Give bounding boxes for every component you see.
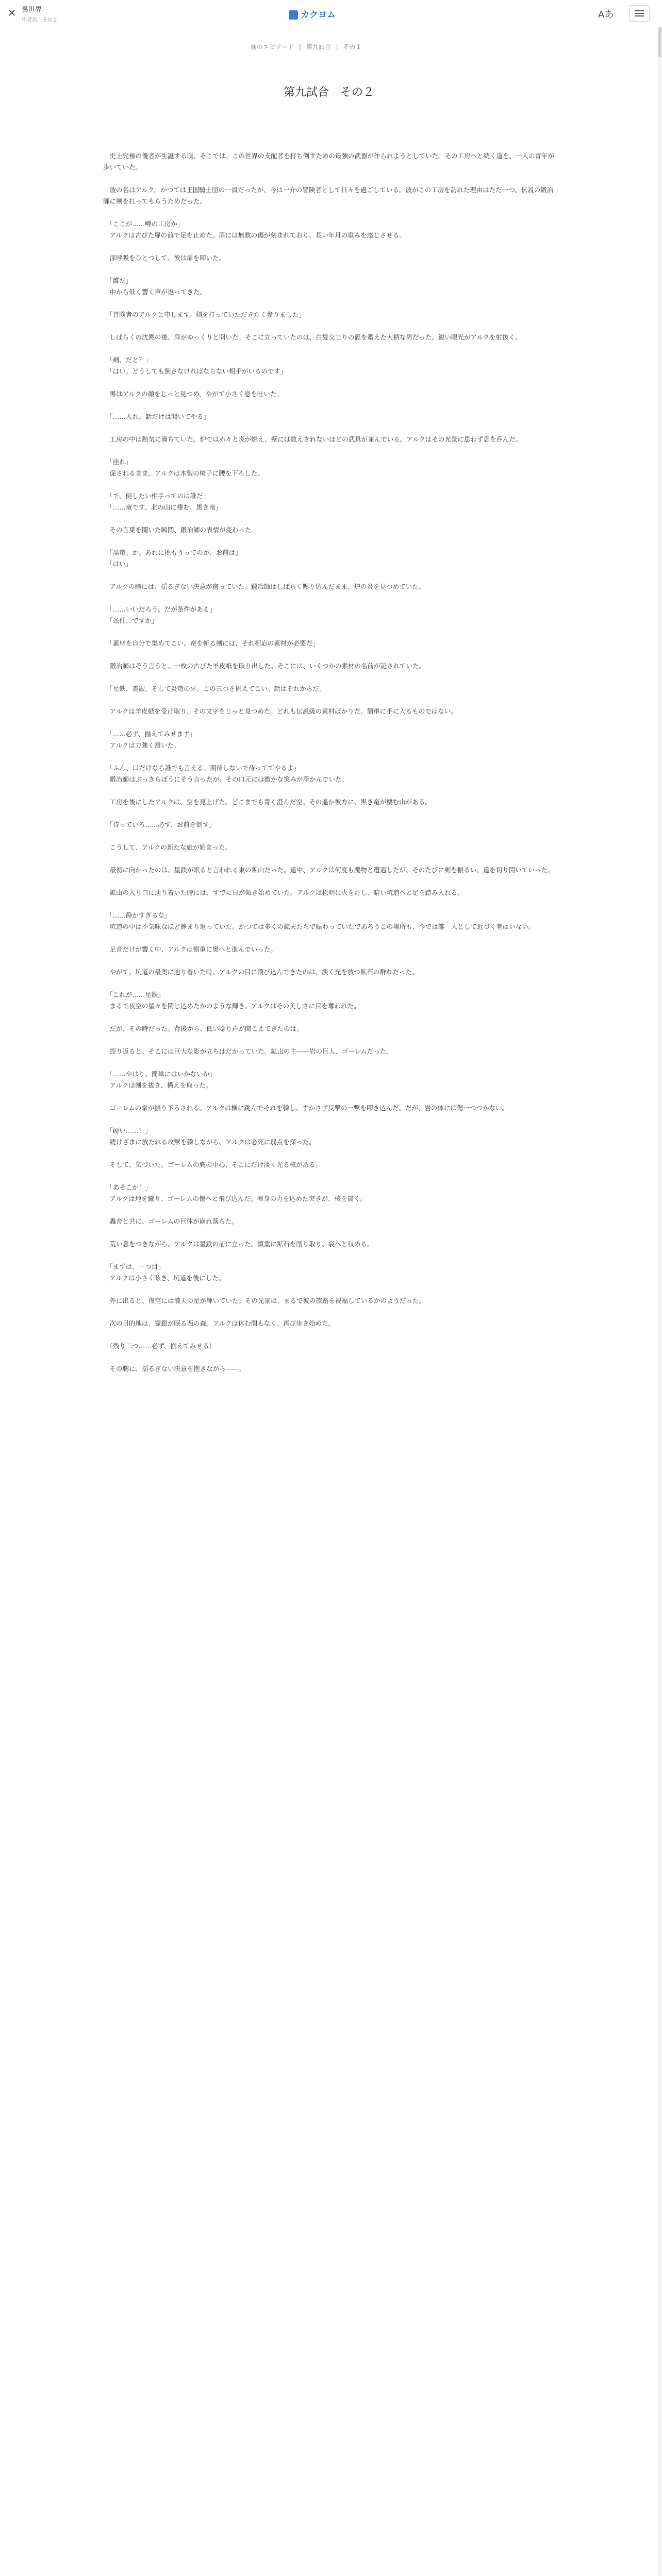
body-paragraph: アルクは羊皮紙を受け取り、その文字をじっと見つめた。どれも伝説級の素材ばかりだ。簡単に手に入るものではない。 <box>103 707 457 715</box>
body-paragraph: 次の目的地は、霊銀が眠る西の森。アルクは休む間もなく、再び歩き始めた。 <box>103 1319 335 1327</box>
body-paragraph: こうして、アルクの新たな旅が始まった。 <box>103 843 232 851</box>
body-paragraph: 「……やはり、簡単にはいかないか」 アルクは剣を抜き、構えを取った。 <box>109 1070 216 1089</box>
body-paragraph: やがて、坑道の最奥に辿り着いた時、アルクの目に飛び込んできたのは、淡く光を放つ鉱石の群れだった。 <box>103 968 419 976</box>
body-paragraph: 荒い息をつきながら、アルクは星鉄の前に立った。慎重に鉱石を削り取り、袋へと収める。 <box>103 1240 374 1248</box>
body-paragraph: その言葉を聞いた瞬間、鍛冶師の表情が変わった。 <box>103 526 258 534</box>
body-paragraph: 「ここが……噂の工房か」 アルクは古びた扉の前で足を止めた。扉には無数の傷が刻まれており、長い年月の重みを感じさせる。 <box>109 220 406 239</box>
body-paragraph: 「冒険者のアルクと申します。剣を打っていただきたく参りました」 <box>103 311 306 318</box>
body-paragraph: 「……静かすぎるな」 坑道の中は不気味なほど静まり返っていた。かつては多くの鉱夫たちで賑わっていたであろうこの場所も、今では誰一人として近づく者はいない。 <box>109 911 535 930</box>
breadcrumb-episode[interactable]: その１ <box>343 43 362 50</box>
chapter-title: 第九試合 その２ <box>283 86 374 99</box>
body-paragraph: 最初に向かったのは、星鉄が眠ると言われる東の鉱山だった。道中、アルクは何度も魔物と遭遇したが、そのたびに剣を振るい、道を切り開いていった。 <box>103 866 554 874</box>
breadcrumb-prev[interactable]: 前のエピソード <box>251 43 294 50</box>
close-icon[interactable]: ✕ <box>7 7 16 19</box>
body-paragraph: 「星鉄、霊銀、そして炎竜の牙。この三つを揃えてこい。話はそれからだ」 <box>103 685 326 692</box>
body-paragraph: ゴーレムの拳が振り下ろされる。アルクは横に跳んでそれを躱し、すかさず反撃の一撃を叩き込んだ。だが、岩の体には傷一つつかない。 <box>103 1104 509 1112</box>
body-paragraph: 「誰だ」 中から低く響く声が返ってきた。 <box>109 277 207 296</box>
top-bar <box>0 0 662 27</box>
body-paragraph: 「……必ず、揃えてみせます」 アルクは力強く頷いた。 <box>109 730 196 749</box>
body-paragraph: その胸に、揺るぎない決意を抱きながら――。 <box>103 1365 245 1372</box>
work-info[interactable] <box>22 4 109 23</box>
body-paragraph: しばらくの沈黙の後、扉がゆっくりと開いた。そこに立っていたのは、白髪交じりの髭を蓄えた大柄な男だった。鋭い眼光がアルクを射抜く。 <box>103 333 522 341</box>
breadcrumb <box>251 42 361 51</box>
scrollbar-thumb[interactable] <box>658 27 661 58</box>
body-paragraph: 「……いいだろう。だが条件がある」 「条件、ですか」 <box>109 605 216 624</box>
body-paragraph: 男はアルクの顔をじっと見つめ、やがて小さく息を吐いた。 <box>103 390 283 398</box>
scrollbar[interactable] <box>658 27 662 2576</box>
reader-area <box>0 27 658 2576</box>
logo-icon <box>289 10 298 20</box>
body-paragraph: 「これが……星鉄」 まるで夜空の星々を閉じ込めたかのような輝き。アルクはその美しさに目を奪われた。 <box>109 991 360 1010</box>
body-paragraph: 彼の名はアルク。かつては王国騎士団の一員だったが、今は一介の冒険者として日々を過ごしている。彼がこの工房を訪れた理由はただ一つ、伝説の鍛冶師に剣を打ってもらうためだった。 <box>103 186 554 205</box>
body-paragraph: 「で、倒したい相手ってのは誰だ」 「……竜です。北の山に棲む、黒き竜」 <box>109 492 222 511</box>
body-paragraph: 「素材を自分で集めてこい。竜を斬る剣には、それ相応の素材が必要だ」 <box>103 639 319 647</box>
body-paragraph: 外に出ると、夜空には満天の星が輝いていた。その光景は、まるで彼の旅路を祝福しているかのようだった。 <box>103 1297 425 1304</box>
body-paragraph: 「硬い……！」 続けざまに放たれる攻撃を躱しながら、アルクは必死に弱点を探った。 <box>109 1127 316 1146</box>
work-title: 異世界 <box>22 6 42 14</box>
body-paragraph: 「座れ」 促されるまま、アルクは木製の椅子に腰を下ろした。 <box>109 458 264 477</box>
episode-body <box>103 150 557 1386</box>
menu-icon[interactable] <box>629 5 650 22</box>
breadcrumb-sep: | <box>336 43 338 50</box>
body-paragraph: そして、気づいた。ゴーレムの胸の中心、そこにだけ淡く光る核がある。 <box>103 1161 322 1168</box>
body-paragraph: 深呼吸をひとつして、彼は扉を叩いた。 <box>103 254 226 262</box>
body-paragraph: 工房の中は熱気に満ちていた。炉では赤々と炎が燃え、壁には数えきれないほどの武具が並んでいる。アルクはその光景に思わず息を呑んだ。 <box>103 435 522 443</box>
author-name: 作者名 その２ <box>22 18 58 23</box>
body-paragraph: 工房を後にしたアルクは、空を見上げた。どこまでも青く澄んだ空。その遥か彼方に、黒き竜が棲む山がある。 <box>103 798 432 806</box>
breadcrumb-chapter[interactable]: 第九試合 <box>306 43 331 50</box>
site-logo[interactable]: カクヨム <box>289 7 336 20</box>
body-paragraph: アルクの瞳には、揺るぎない決意が宿っていた。鍛冶師はしばらく黙り込んだまま、炉の炎を見つめていた。 <box>103 583 425 590</box>
body-paragraph: 「待っていろ……必ず、お前を倒す」 <box>103 821 216 828</box>
body-paragraph: 「ふん、口だけなら誰でも言える。期待しないで待っててやるよ」 鍛冶師はぶっきらぼうにそう言ったが、その口元には微かな笑みが浮かんでいた。 <box>109 764 349 783</box>
body-paragraph: 足音だけが響く中、アルクは慎重に奥へと進んでいった。 <box>103 945 277 953</box>
body-paragraph: 鉱山の入り口に辿り着いた時には、すでに日が傾き始めていた。アルクは松明に火を灯し、暗い坑道へと足を踏み入れる。 <box>103 889 464 896</box>
breadcrumb-sep: | <box>299 43 301 50</box>
body-paragraph: 「剣、だと？」 「はい。どうしても倒さなければならない相手がいるのです」 <box>109 356 287 375</box>
body-paragraph: 鍛冶師はそう言うと、一枚の古びた羊皮紙を取り出した。そこには、いくつかの素材の名前が記されていた。 <box>103 662 426 670</box>
body-paragraph: 振り返ると、そこには巨大な影が立ちはだかっていた。鉱山の主――岩の巨人、ゴーレムだった。 <box>103 1047 393 1055</box>
body-paragraph: 「黒竜、か。あれに挑もうってのか、お前は」 「はい」 <box>109 549 242 568</box>
body-paragraph: 「まずは、一つ目」 アルクは小さく呟き、坑道を後にした。 <box>109 1263 225 1282</box>
body-paragraph: 「あそこか！」 アルクは地を蹴り、ゴーレムの懐へと飛び込んだ。渾身の力を込めた突きが、核を貫く。 <box>109 1183 367 1202</box>
body-paragraph: だが、その時だった。背後から、低い唸り声が聞こえてきたのは。 <box>103 1025 303 1032</box>
body-paragraph: 史上究極の優者が生誕する頃、そこでは、この世界の支配者を打ち倒すための最強の武器が作られようとしていた。その工房へと続く道を、一人の青年が歩いていた。 <box>103 152 555 171</box>
body-paragraph: 轟音と共に、ゴーレムの巨体が崩れ落ちた。 <box>103 1217 238 1225</box>
font-size-icon[interactable]: Aあ <box>598 9 614 20</box>
body-paragraph: 「……入れ。話だけは聞いてやる」 <box>103 413 210 420</box>
body-paragraph: （残り二つ……必ず、揃えてみせる） <box>103 1342 216 1350</box>
